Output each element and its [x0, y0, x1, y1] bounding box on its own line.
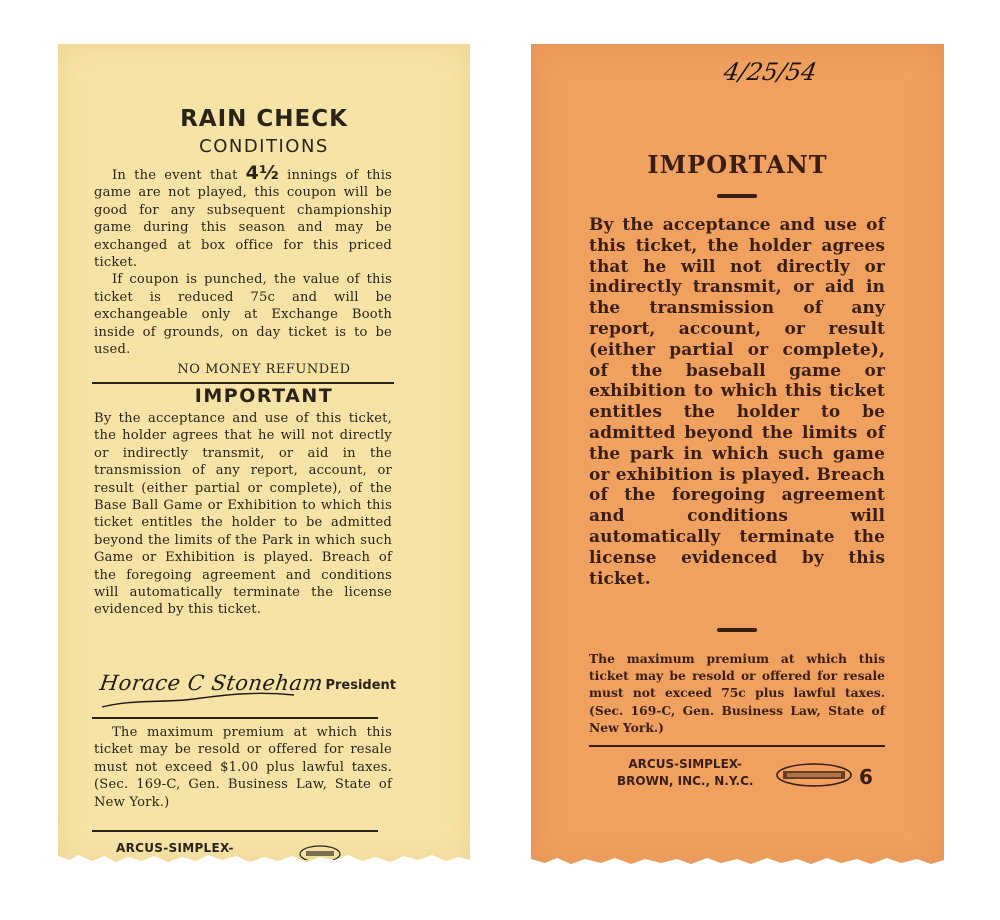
divider — [92, 830, 378, 832]
handwritten-date: 4/25/54 — [721, 58, 819, 86]
resale-notice: The maximum premium at which this ticket may be resold or offered for resale must not exceed 75c plus lawful taxes. (Sec. 169-C, Gen. Business Law, State of New York.) — [589, 651, 885, 735]
important-heading: IMPORTANT — [194, 385, 334, 407]
no-refund-notice: NO MONEY REFUNDED — [177, 362, 351, 377]
signature-title: President — [325, 678, 396, 693]
torn-edge — [58, 852, 470, 866]
innings-count: 4½ — [245, 162, 279, 184]
printer-name: ARCUS-SIMPLEX- — [116, 841, 234, 855]
printer-name: ARCUS-SIMPLEX- BROWN, INC., N.Y.C. — [617, 757, 754, 788]
form-number: 6 — [859, 765, 873, 789]
important-text: By the acceptance and use of this ticket, the holder agrees that he will not directly or indirectly transmit, or aid in the transmission of any report, account, or result (either partial or complete), of the baseball game or exhibition to which this ticket entitles the holder to be admitted beyond the limits of the park in which such game or exhibition is played. Breach of the foregoing agreement and conditions will automatically terminate the license evidenced by this ticket. — [589, 215, 885, 589]
divider — [717, 194, 757, 198]
divider — [717, 628, 757, 632]
rain-check-paragraph-2: If coupon is punched, the value of this ticket is reduced 75c and will be exchangeable only at Exchange Booth inside of grounds, on day ticket is to be used. — [94, 272, 392, 358]
divider — [92, 717, 378, 719]
resale-notice: The maximum premium at which this ticket may be resold or offered for resale must not exceed $1.00 plus lawful taxes. (Sec. 169-C, Gen. Business Law, State of New York.) — [94, 725, 392, 810]
rain-check-title: RAIN CHECK — [180, 106, 348, 132]
torn-edge — [531, 856, 944, 868]
rain-check-conditions-text — [94, 162, 392, 358]
divider — [92, 382, 394, 384]
conditions-heading: CONDITIONS — [199, 136, 329, 157]
printer-logo-icon — [775, 762, 853, 788]
divider — [589, 745, 885, 747]
rain-check-paragraph-1: In the event that 4½ innings of this game are not played, this coupon will be good for any subsequent championship game during this season and may be exchanged at box office for this priced ticket. — [94, 162, 392, 271]
rain-check-ticket — [58, 44, 470, 864]
signature-text: Horace C Stoneham — [98, 671, 325, 695]
president-signature — [94, 669, 394, 713]
important-ticket-stub — [531, 44, 944, 868]
important-text: By the acceptance and use of this ticket, the holder agrees that he will not directly or indirectly transmit, or aid in the transmission of any report, account, or result (either partial or complete), of the Base Ball Game or Exhibition to which this ticket entitles the holder to be admitted beyond the limits of the Park in which such Game or Exhibition is played. Breach of the foregoing agreement and conditions will automatically terminate the license evidenced by this ticket. — [94, 411, 392, 618]
important-heading: IMPORTANT — [647, 150, 828, 179]
